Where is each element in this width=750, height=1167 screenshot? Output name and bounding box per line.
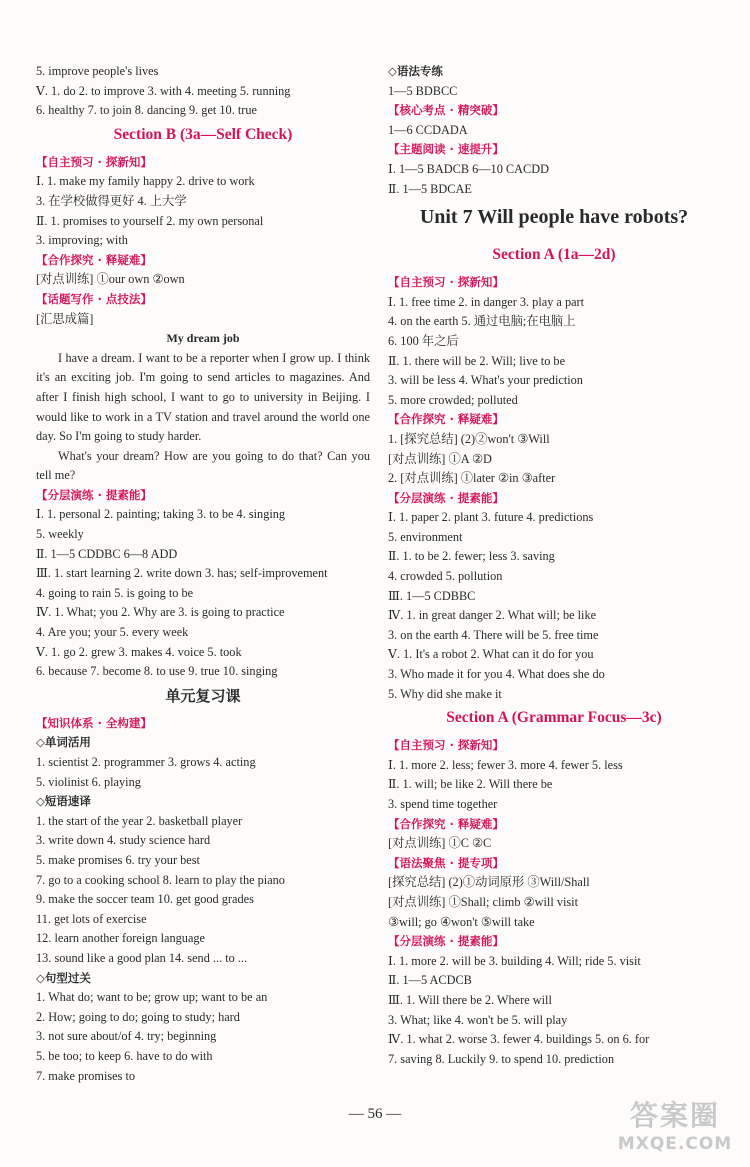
answer-line: Ⅰ. 1. free time 2. in danger 3. play a part — [388, 294, 585, 309]
phrase-heading: ◇短语速译 — [36, 794, 91, 809]
answer-line: Ⅱ. 1. will; be like 2. Will there be — [388, 777, 553, 792]
answer-line: Ⅰ. 1. more 2. will be 3. building 4. Will; ride 5. visit — [388, 953, 641, 968]
answer-line: 3. will be less 4. What's your prediction — [388, 373, 583, 388]
tag-explore: 【合作探究 · 释疑难】 — [388, 816, 504, 831]
answer-line: ③will; go ④won't ⑤will take — [388, 914, 535, 929]
watermark-site-text: MXQE.COM — [617, 1134, 733, 1154]
answer-line: 4. going to rain 5. is going to be — [36, 585, 194, 600]
answer-line: 1—5 BDBCC — [388, 83, 458, 98]
tag-reading: 【主题阅读 · 速提升】 — [388, 142, 504, 157]
answer-line: 3. improving; with — [36, 233, 128, 248]
tag-explore: 【合作探究 · 释疑难】 — [388, 412, 504, 427]
answer-line: 1—6 CCDADA — [388, 122, 468, 137]
answer-line: Ⅲ. 1—5 CDBBC — [388, 588, 476, 603]
tag-preview: 【自主预习 · 探新知】 — [388, 275, 504, 290]
section-a1-title: Section A (1a—2d) — [492, 246, 616, 264]
tag-core: 【核心考点 · 精突破】 — [388, 103, 504, 118]
answer-line: 5. environment — [388, 529, 463, 544]
essay-paragraph: What's your dream? How are you going to do that? Can you tell me? — [36, 448, 370, 483]
answer-line: [对点训练] ①Shall; climb ②will visit — [388, 894, 579, 909]
answer-line: Ⅱ. 1—5 ACDCB — [388, 973, 472, 988]
answer-line: Ⅰ. 1. personal 2. painting; taking 3. to be 4. singing — [36, 507, 286, 522]
sentence-heading: ◇句型过关 — [36, 970, 91, 985]
answer-line: Ⅱ. 1. to be 2. fewer; less 3. saving — [388, 549, 555, 564]
answer-line: 5. be too; to keep 6. have to do with — [36, 1048, 213, 1063]
review-title: 单元复习课 — [165, 686, 241, 705]
section-b-title: Section B (3a—Self Check) — [113, 125, 293, 143]
page-number: — 56 — — [348, 1106, 402, 1122]
vocab-heading: ◇单词活用 — [36, 735, 91, 750]
answer-line: 5. improve people's lives — [36, 64, 159, 78]
answer-line: 4. on the earth 5. 通过电脑;在电脑上 — [388, 314, 576, 329]
answer-line: 7. go to a cooking school 8. learn to play the piano — [36, 872, 285, 887]
answer-line: 1. the start of the year 2. basketball player — [36, 813, 243, 828]
essay-paragraph: I have a dream. I want to be a reporter when I grow up. I think it's an exciting job. I'm going to send articles to magazines. And after I finish high school, I want to go to university in Beijing. I would like to work in a TV station and travel around the world one day. So I'm going to study harder. — [36, 350, 370, 444]
answer-line: [汇思成篇] — [36, 311, 94, 326]
answer-line: [探究总结] (2)①动词原形 ③Will/Shall — [388, 875, 590, 890]
essay-title: My dream job — [166, 331, 240, 346]
answer-line: 3. on the earth 4. There will be 5. free time — [388, 627, 599, 642]
left-column — [36, 62, 370, 1086]
answer-line: 1. [探究总结] (2)②won't ③Will — [388, 431, 550, 446]
unit-title: Unit 7 Will people have robots? — [419, 206, 689, 229]
tag-practice: 【分层演练 · 提素能】 — [36, 487, 152, 502]
answer-line: Ⅱ. 1—5 BDCAE — [388, 181, 472, 196]
answer-line: 4. crowded 5. pollution — [388, 569, 503, 584]
answer-line: Ⅴ. 1. do 2. to improve 3. with 4. meeting 5. running — [36, 83, 291, 98]
tag-practice: 【分层演练 · 提素能】 — [388, 934, 504, 949]
answer-line: [对点训练] ①C ②C — [388, 836, 492, 851]
answer-line: 6. because 7. become 8. to use 9. true 10. singing — [36, 664, 278, 679]
tag-grammar-focus: 【语法聚焦 · 提专项】 — [388, 855, 504, 870]
right-column — [388, 62, 720, 1069]
answer-line: Ⅱ. 1—5 CDDBC 6—8 ADD — [36, 546, 178, 561]
answer-line: Ⅱ. 1. there will be 2. Will; live to be — [388, 353, 566, 368]
answer-line: 13. sound like a good plan 14. send ... to ... — [36, 950, 248, 965]
answer-line: Ⅳ. 1. what 2. worse 3. fewer 4. buildings 5. on 6. for — [388, 1032, 650, 1047]
answer-line: 5. Why did she make it — [388, 686, 502, 701]
answer-line: Ⅴ. 1. go 2. grew 3. makes 4. voice 5. took — [36, 644, 242, 659]
answer-line: 5. weekly — [36, 527, 84, 542]
answer-line: Ⅱ. 1. promises to yourself 2. my own personal — [36, 213, 264, 228]
answer-line: 9. make the soccer team 10. get good grades — [36, 892, 254, 907]
answer-line: 3. not sure about/of 4. try; beginning — [36, 1029, 217, 1044]
answer-line: Ⅰ. 1. more 2. less; fewer 3. more 4. fewer 5. less — [388, 757, 623, 772]
tag-preview: 【自主预习 · 探新知】 — [388, 738, 504, 753]
answer-line: Ⅴ. 1. It's a robot 2. What can it do for you — [388, 647, 594, 662]
answer-line: 11. get lots of exercise — [36, 911, 147, 926]
answer-line: 3. What; like 4. won't be 5. will play — [388, 1012, 568, 1027]
tag-writing: 【话题写作 · 点技法】 — [36, 291, 152, 306]
answer-line: 3. 在学校做得更好 4. 上大学 — [36, 193, 187, 208]
answer-line: 3. Who made it for you 4. What does she do — [388, 667, 605, 682]
tag-knowledge: 【知识体系 · 全构建】 — [36, 715, 152, 730]
answer-line: Ⅰ. 1—5 BADCB 6—10 CACDD — [388, 161, 549, 176]
answer-line: [对点训练] ①our own ②own — [36, 272, 185, 287]
answer-line: 3. spend time together — [388, 797, 498, 811]
answer-line: 2. [对点训练] ①later ②in ③after — [388, 471, 556, 486]
answer-line: Ⅲ. 1. Will there be 2. Where will — [388, 992, 552, 1007]
watermark-logo-text: 答案圈 — [629, 1099, 720, 1132]
tag-preview: 【自主预习 · 探新知】 — [36, 154, 152, 169]
answer-line: Ⅳ. 1. What; you 2. Why are 3. is going to practice — [36, 605, 285, 620]
answer-line: 2. How; going to do; going to study; hard — [36, 1009, 240, 1024]
answer-line: 6. healthy 7. to join 8. dancing 9. get 10. true — [36, 103, 257, 118]
answer-line: 7. saving 8. Luckily 9. to spend 10. prediction — [388, 1051, 615, 1066]
answer-line: 1. What do; want to be; grow up; want to be an — [36, 990, 268, 1005]
answer-line: 5. violinist 6. playing — [36, 774, 141, 789]
answer-line: 5. more crowded; polluted — [388, 392, 518, 407]
answer-line: 1. scientist 2. programmer 3. grows 4. acting — [36, 755, 256, 769]
tag-practice: 【分层演练 · 提素能】 — [388, 490, 504, 505]
answer-line: 7. make promises to — [36, 1068, 136, 1083]
answer-line: Ⅰ. 1. paper 2. plant 3. future 4. predictions — [388, 510, 594, 525]
answer-line: 3. write down 4. study science hard — [36, 833, 211, 848]
answer-line: Ⅲ. 1. start learning 2. write down 3. has; self-improvement — [36, 566, 328, 581]
watermark-logo — [612, 1098, 738, 1154]
answer-line: Ⅳ. 1. in great danger 2. What will; be like — [388, 608, 597, 623]
tag-explore: 【合作探究 · 释疑难】 — [36, 252, 152, 267]
section-a2-title: Section A (Grammar Focus—3c) — [446, 709, 662, 727]
answer-line: 12. learn another foreign language — [36, 931, 206, 946]
answer-line: [对点训练] ①A ②D — [388, 451, 492, 466]
answer-line: 4. Are you; your 5. every week — [36, 625, 189, 640]
answer-line: 5. make promises 6. try your best — [36, 852, 200, 867]
grammar-heading: ◇语法专练 — [388, 64, 443, 78]
answer-line: Ⅰ. 1. make my family happy 2. drive to work — [36, 174, 255, 189]
answer-line: 6. 100 年之后 — [388, 333, 459, 348]
